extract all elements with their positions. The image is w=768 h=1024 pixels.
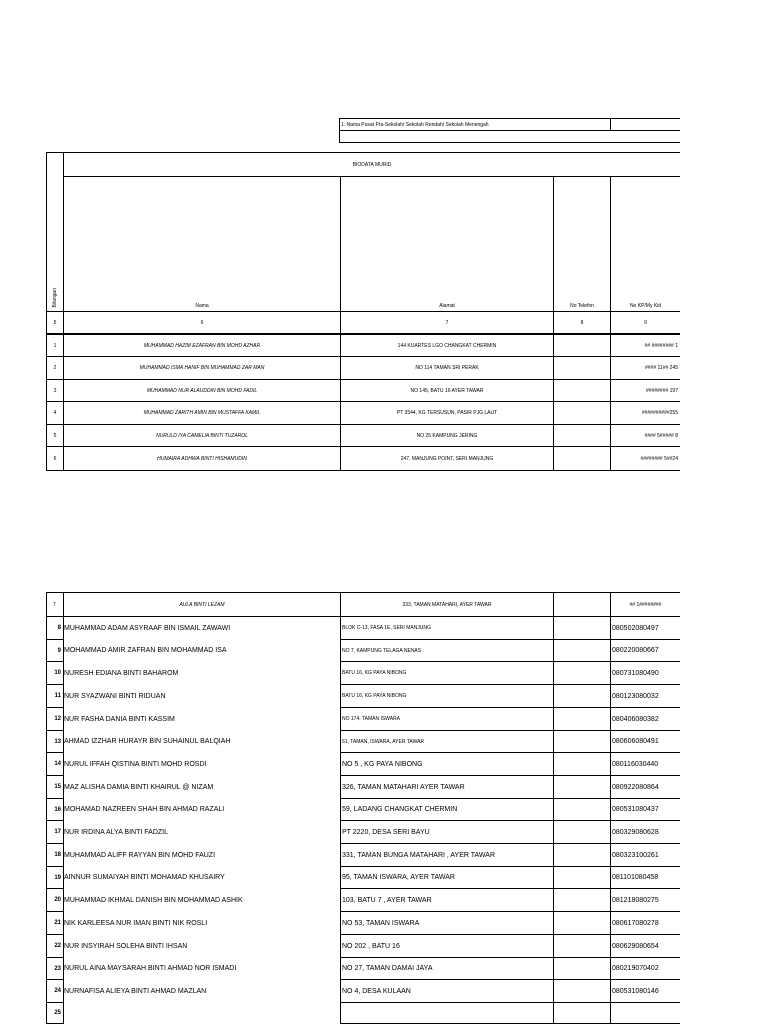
table-row-kp: 081218080275 (610, 888, 680, 912)
table-row-phone (553, 730, 611, 753)
table-row-phone (553, 888, 611, 912)
table-row-no: 24 (46, 979, 64, 1003)
table-row-no: 12 (46, 707, 64, 731)
school-name-extra-row (339, 130, 680, 143)
table-row-kp: ######## 197 (610, 379, 680, 402)
table-row-kp: 080606080491 (610, 730, 680, 753)
table-row-address: NO 114 TAMAN SRI PERAK (340, 356, 554, 380)
table-row-no: 10 (46, 661, 64, 685)
table-row-phone (553, 424, 611, 447)
table-row-no: 2 (46, 356, 64, 380)
table-row-address: BATU 16, KG PAYA NIBONG (340, 661, 554, 685)
table-row-phone (553, 356, 611, 380)
table-row-address: NO 202 , BATU 16 (340, 934, 554, 958)
table-row-address: 144 KUARTES LGO CHANGKAT CHERMIN (340, 334, 554, 357)
table-row-no: 16 (46, 798, 64, 821)
col-num-kp: 9 (610, 311, 680, 334)
table-row-no: 11 (46, 684, 64, 708)
table-row-kp: 080617080278 (610, 911, 680, 935)
table-row-no: 4 (46, 401, 64, 425)
table-row-7-kp: ## 1######## (610, 592, 680, 617)
telefon-header: No Telefon (553, 176, 611, 312)
table-row-kp: 080731080490 (610, 661, 680, 685)
table-row-kp: ## ######## 1 (610, 334, 680, 357)
table-row-phone (553, 401, 611, 425)
table-row-address: NO 174, TAMAN ISWARA (340, 707, 554, 731)
col-num-nama: 6 (63, 311, 341, 334)
table-row-name: HUMAIRA ADHWA BINTI HISHAMUDIN (63, 446, 341, 471)
table-row-name: AHMAD IZZHAR HURAYR BIN SUHAINUL BALQIAH (64, 738, 231, 745)
col-num-bil: 5 (46, 311, 64, 334)
alamat-header: Alamat (340, 176, 554, 312)
table-row-phone (553, 639, 611, 662)
table-row-name: NURESH EDIANA BINTI BAHAROM (64, 669, 179, 677)
table-row-name: NUR FASHA DANIA BINTI KASSIM (64, 715, 175, 723)
table-row-phone (553, 911, 611, 935)
table-row-phone (553, 957, 611, 980)
table-row-no: 6 (46, 446, 64, 471)
table-row-address: NO 27, TAMAN DAMAI JAYA (340, 957, 554, 980)
table-row-kp: 080629080654 (610, 934, 680, 958)
table-row-kp: 080922080864 (610, 775, 680, 799)
table-row-name: MUHAMMAD HAZIM EZAFRAN BIN MOHD AZHAR (63, 334, 341, 357)
table-row-name: NUR IRDINA ALYA BINTI FADZIL (64, 828, 168, 836)
table-row-7-phone (553, 592, 611, 617)
table-row-address: NO 145, BATU 16 AYER TAWAR (340, 379, 554, 402)
table-row-phone (553, 446, 611, 471)
table-row-kp: 080323100261 (610, 843, 680, 867)
table-row-name: NURUL AINA MAYSARAH BINTI AHMAD NOR ISMADI (64, 965, 237, 972)
table-row-address: NO 53, TAMAN ISWARA (340, 911, 554, 935)
table-row-kp (610, 1002, 680, 1024)
table-row-name: MUHAMMAD IKHMAL DANISH BIN MOHAMMAD ASHIK (64, 896, 243, 904)
table-row-name: MUHAMMAD ALIFF RAYYAN BIN MOHD FAUZI (64, 851, 216, 859)
table-row-name: NUR INSYIRAH SOLEHA BINTI IHSAN (64, 942, 188, 950)
table-row-name: MOHAMAD NAZREEN SHAH BIN AHMAD RAZALI (64, 806, 225, 813)
table-row-phone (553, 843, 611, 867)
table-row-phone (553, 798, 611, 821)
table-row-phone (553, 616, 611, 640)
table-row-no: 20 (46, 888, 64, 912)
table-row-no: 25 (46, 1002, 64, 1024)
table-row-no: 22 (46, 934, 64, 958)
table-row-kp: 080531080437 (610, 798, 680, 821)
table-row-phone (553, 707, 611, 731)
table-row-no: 19 (46, 866, 64, 889)
table-row-name: NURNAFISA ALIEYA BINTI AHMAD MAZLAN (64, 987, 207, 995)
table-row-phone (553, 334, 611, 357)
table-row-phone (553, 752, 611, 776)
table-row-address: 103, BATU 7 , AYER TAWAR (340, 888, 554, 912)
table-row-no: 1 (46, 334, 64, 357)
table-row-name (63, 1002, 341, 1024)
col-num-alamat: 7 (340, 311, 554, 334)
table-row-no: 13 (46, 730, 64, 753)
table-row-name: NUR SYAZWANI BINTI RIDUAN (64, 692, 166, 700)
table-row-address: BATU 16, KG PAYA NIBONG (340, 684, 554, 708)
table-row-kp: 080531080146 (610, 979, 680, 1003)
table-row-kp: 080123080032 (610, 684, 680, 708)
table-row-address: NO 7, KAMPUNG TELAGA NENAS (340, 639, 554, 662)
table-row-kp: 080116030440 (610, 752, 680, 776)
table-row-phone (553, 775, 611, 799)
table-row-address (340, 1002, 554, 1024)
col-num-tel: 8 (553, 311, 611, 334)
table-row-no: 14 (46, 752, 64, 776)
table-row-phone (553, 1002, 611, 1024)
kp-header: No KP/My Kid (610, 176, 680, 312)
table-row-name: NURULD IYA CAMELIA BINTI TUZAROL (63, 424, 341, 447)
table-row-7-address: 333, TAMAN MATAHARI, AYER TAWAR (340, 592, 554, 617)
table-row-no: 15 (46, 775, 64, 799)
table-row-kp: #### 5##### 8 (610, 424, 680, 447)
table-row-phone (553, 866, 611, 889)
table-row-name: MUHAMMAD NUR ALAUDDIN BIN MOHD FADIL (63, 379, 341, 402)
table-row-kp: #### 11## 245 (610, 356, 680, 380)
table-row-address: BLOK C-13, FASA 1E, SERI MANJUNG (340, 616, 554, 640)
table-row-7-no: 7 (46, 592, 64, 617)
table-row-name: MUHAMMAD ZARITH AMIN BIN MUSTAFFA KAMIL (63, 401, 341, 425)
table-row-address: 331, TAMAN BUNGA MATAHARI , AYER TAWAR (340, 843, 554, 867)
table-row-name: MOHAMMAD AMIR ZAFRAN BIN MOHAMMAD ISA (64, 647, 227, 654)
table-row-name: MUHAMMAD ISMA HANIF BIN MUHAMMAD ZAR MAN (63, 356, 341, 380)
table-row-kp: 080219070402 (610, 957, 680, 980)
table-row-no: 8 (46, 616, 64, 640)
table-row-name: NIK KARLEESA NUR IMAN BINTI NIK ROSLI (64, 919, 208, 927)
table-row-address: NO 5 , KG PAYA NIBONG (340, 752, 554, 776)
nama-header: Nama (63, 176, 341, 312)
table-row-name: MAZ ALISHA DAMIA BINTI KHAIRUL @ NIZAM (64, 783, 214, 791)
table-row-kp: 080329080628 (610, 820, 680, 844)
table-row-no: 9 (46, 639, 64, 662)
table-row-address: PT 3544, KG TERSUSUN, PASIR PJG LAUT (340, 401, 554, 425)
table-row-kp: 080406080382 (610, 707, 680, 731)
table-row-phone (553, 820, 611, 844)
table-row-kp: 080502080497 (610, 616, 680, 640)
table-row-phone (553, 979, 611, 1003)
table-row-name: MUHAMMAD ADAM ASYRAAF BIN ISMAIL ZAWAWI (64, 624, 231, 632)
school-name-label: 1. Nama Pusat Pra-Sekolah/ Sekolah Rendah/ Sekolah Menengah (339, 118, 611, 131)
table-row-address: 59, LADANG CHANGKAT CHERMIN (340, 798, 554, 821)
table-row-kp: 080220080667 (610, 639, 680, 662)
table-row-address: NO 4, DESA KULAAN (340, 979, 554, 1003)
bilangan-header-cell (46, 152, 64, 312)
table-row-no: 21 (46, 911, 64, 935)
table-row-name: NURUL IFFAH QISTINA BINTI MOHD ROSDI (64, 760, 207, 768)
table-row-no: 3 (46, 379, 64, 402)
table-row-phone (553, 661, 611, 685)
table-row-phone (553, 379, 611, 402)
table-row-no: 18 (46, 843, 64, 867)
table-row-address: PT 2220, DESA SERI BAYU (340, 820, 554, 844)
table-row-phone (553, 934, 611, 958)
biodata-title: BIODATA MURID (63, 152, 680, 177)
table-row-address: NO 25 KAMPUNG JERING (340, 424, 554, 447)
table-row-address: 326, TAMAN MATAHARI AYER TAWAR (340, 775, 554, 799)
table-row-address: 95, TAMAN ISWARA, AYER TAWAR (340, 866, 554, 889)
table-row-kp: ######## 5##24 (610, 446, 680, 471)
table-row-no: 5 (46, 424, 64, 447)
table-row-phone (553, 684, 611, 708)
bilangan-header: Bilangan (52, 287, 58, 307)
table-row-kp: ##########255 (610, 401, 680, 425)
table-row-no: 23 (46, 957, 64, 980)
table-row-kp: 081101080458 (610, 866, 680, 889)
table-row-name: AINNUR SUMAIYAH BINTI MOHAMAD KHUSAIRY (64, 874, 225, 881)
table-row-address: 247, MANJUNG POINT, SERI MANJUNG (340, 446, 554, 471)
table-row-address: 61, TAMAN, ISWARA, AYER TAWAR (340, 730, 554, 753)
table-row-no: 17 (46, 820, 64, 844)
table-row-7-name: AULA BINTI LEZAM (63, 592, 341, 617)
